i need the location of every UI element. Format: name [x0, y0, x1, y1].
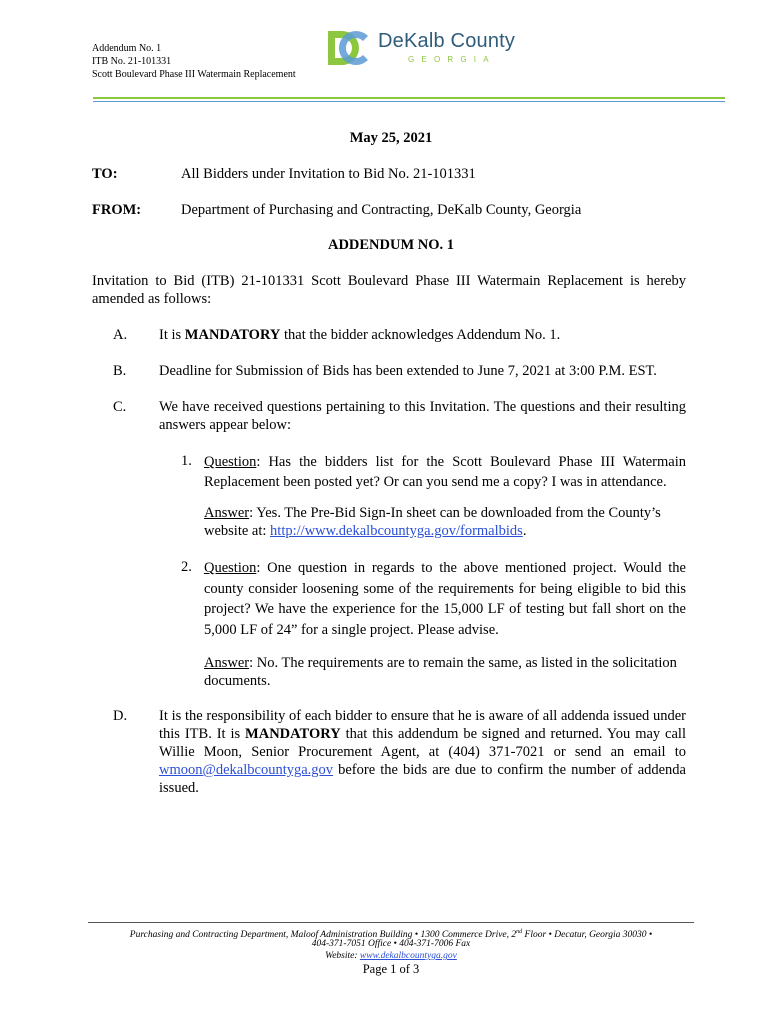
- to-label: TO:: [92, 166, 118, 182]
- qa-2-number: 2.: [181, 559, 192, 575]
- from-value: Department of Purchasing and Contracting, DeKalb County, Georgia: [181, 202, 582, 218]
- from-label: FROM:: [92, 202, 142, 218]
- item-a-letter: A.: [113, 327, 128, 343]
- intro-paragraph: Invitation to Bid (ITB) 21-101331 Scott Boulevard Phase III Watermain Replacement is hereby amended as follows:: [92, 273, 686, 307]
- item-c-text: We have received questions pertaining to this Invitation. The questions and their resulting answers appear below:: [159, 399, 686, 433]
- header-addendum: Addendum No. 1: [92, 43, 162, 54]
- qa-1-question: Question: Has the bidders list for the Scott Boulevard Phase III Watermain Replacement been posted yet? Or can you send me a copy? I was in attendance.: [204, 454, 686, 490]
- item-d-text: It is the responsibility of each bidder to ensure that he is aware of all addenda issued under this ITB. It is MANDATORY that this addendum be signed and returned. You may call Willie Moon, Senior Procurement Agent, at (404) 371-7021 or send an email to wmoon@dekalbcountyga.gov before the bids are due to confirm the number of addenda issued.: [159, 708, 686, 796]
- qa-1-number: 1.: [181, 453, 192, 469]
- header-info: [92, 42, 296, 81]
- page-number: Page 1 of 3: [362, 962, 420, 976]
- footer-address: Purchasing and Contracting Department, Maloof Administration Building • 1300 Commerce Drive, 2nd Floor • Decatur, Georgia 30030 •: [129, 929, 653, 941]
- dekalb-logo-icon: [328, 30, 370, 66]
- logo-sub: GEORGIA: [408, 55, 496, 64]
- item-c-letter: C.: [113, 399, 127, 415]
- footer-rule: [88, 922, 694, 923]
- header-rule-green: [93, 97, 725, 99]
- website-link[interactable]: www.dekalbcountyga.gov: [359, 951, 457, 961]
- email-link[interactable]: wmoon@dekalbcountyga.gov: [159, 762, 334, 778]
- addendum-title: ADDENDUM NO. 1: [327, 237, 455, 253]
- qa-2-answer: Answer: No. The requirements are to remain the same, as listed in the solicitation documents.: [204, 655, 677, 689]
- footer-phone: 404-371-7051 Office • 404-371-7006 Fax: [311, 939, 471, 949]
- header-rule-blue: [93, 101, 725, 102]
- header-itb: ITB No. 21-101331: [92, 56, 172, 67]
- qa-1-answer: Answer: Yes. The Pre-Bid Sign-In sheet can be downloaded from the County’s website at: http://www.dekalbcountyga.gov/formalbids.: [204, 505, 661, 539]
- header-project: Scott Boulevard Phase III Watermain Replacement: [92, 69, 296, 80]
- qa-2-question: Question: One question in regards to the above mentioned project. Would the county consider loosening some of the requirements for being eligible to bid this project? We have the experience for the 15,000 LF of testing but fall short on the 5,000 LF of 24” for a single project. Please advise.: [204, 560, 686, 638]
- item-d-letter: D.: [113, 708, 128, 724]
- footer-website: Website: www.dekalbcountyga.gov: [325, 951, 457, 961]
- item-a-text: It is MANDATORY that the bidder acknowledges Addendum No. 1.: [159, 327, 561, 343]
- logo-name: DeKalb County: [378, 30, 516, 52]
- memo-date: May 25, 2021: [349, 130, 433, 146]
- item-b-letter: B.: [113, 363, 127, 379]
- item-b-text: Deadline for Submission of Bids has been extended to June 7, 2021 at 3:00 P.M. EST.: [159, 363, 657, 379]
- formalbids-link[interactable]: http://www.dekalbcountyga.gov/formalbids: [270, 523, 523, 539]
- to-value: All Bidders under Invitation to Bid No. 21-101331: [181, 166, 476, 182]
